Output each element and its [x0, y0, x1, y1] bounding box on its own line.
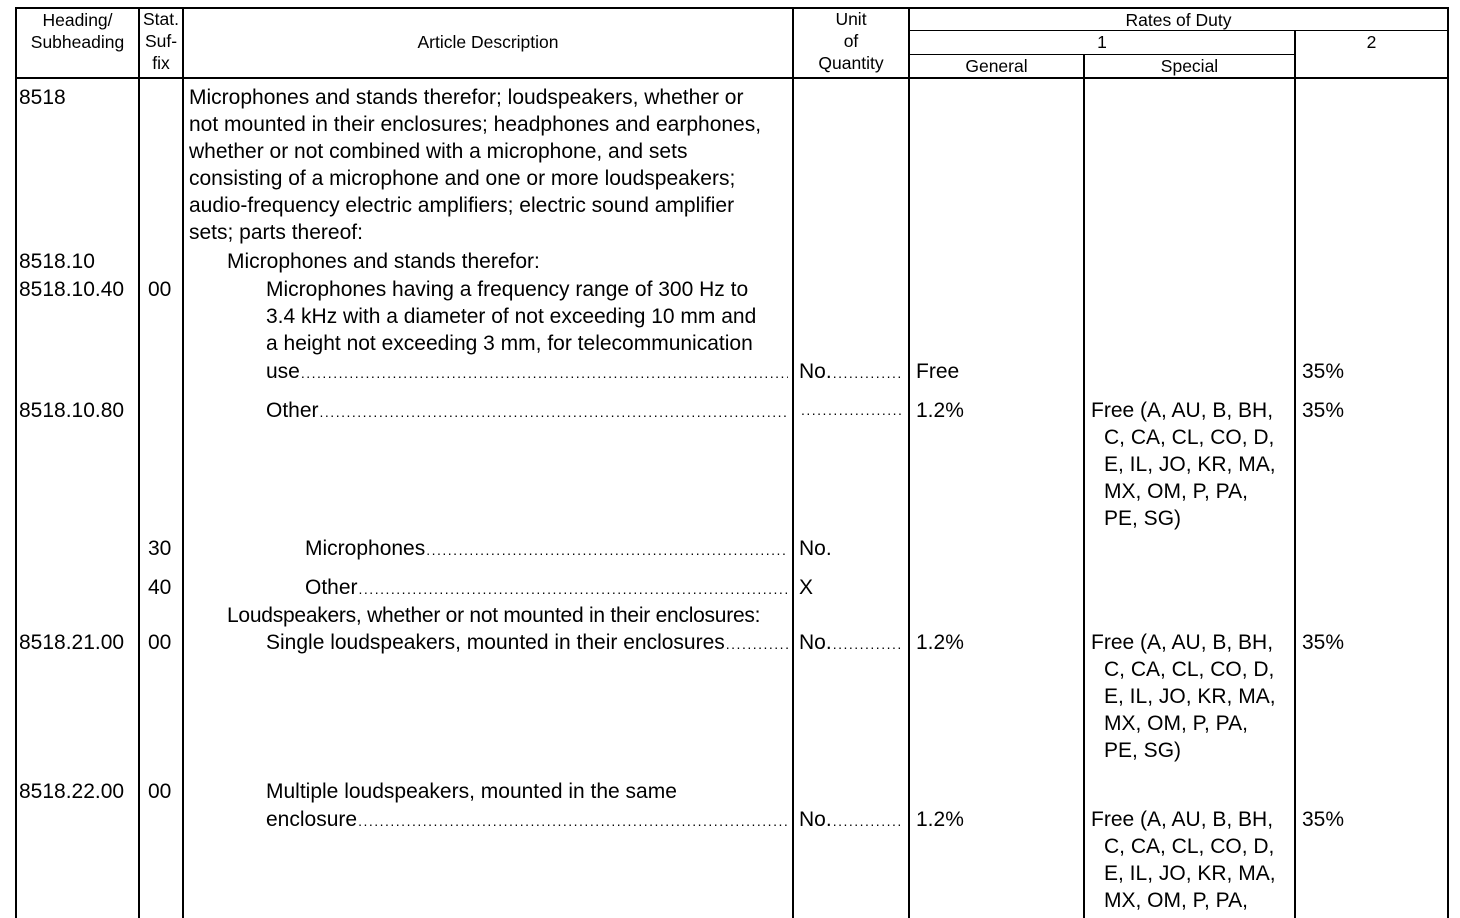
col-border-special	[1294, 30, 1296, 918]
unit-of-quantity: X	[799, 576, 814, 599]
unit-of-quantity: No.	[799, 631, 832, 654]
desc-line: not mounted in their enclosures; headphones and earphones,	[189, 113, 762, 136]
unit-leader-line	[799, 629, 903, 658]
general-rate: 1.2%	[916, 399, 964, 422]
special-line: PE, SG)	[1104, 739, 1182, 762]
desc-line: consisting of a microphone and one or more loudspeakers;	[189, 167, 736, 190]
dot-leader	[833, 631, 903, 658]
stat-suffix-header	[140, 8, 182, 74]
heading-header	[17, 9, 138, 53]
col-border-general	[1083, 54, 1085, 918]
general-header: General	[965, 56, 1028, 76]
article-description-header: Article Description	[417, 32, 559, 52]
heading-header-line1: Heading/	[42, 10, 113, 30]
special-line: MX, OM, P, PA,	[1104, 712, 1248, 735]
dot-leader	[358, 808, 788, 835]
heading-number: 8518	[19, 86, 66, 109]
heading-number: 8518.22.00	[19, 780, 125, 803]
special-line: E, IL, JO, KR, MA,	[1104, 862, 1276, 885]
article-description: Microphones and stands therefor:	[227, 250, 540, 273]
special-line: C, CA, CL, CO, D,	[1104, 426, 1275, 449]
article-description: Other	[266, 399, 319, 422]
article-description: Microphones	[305, 537, 426, 560]
heading-number: 8518.10.40	[19, 278, 125, 301]
desc-line: whether or not combined with a microphone, and sets	[189, 140, 688, 163]
heading-number: 8518.10.80	[19, 399, 125, 422]
dot-leader	[726, 631, 788, 658]
col-border-right	[1447, 8, 1449, 918]
rates-of-duty-header: Rates of Duty	[1125, 10, 1232, 30]
desc-line: audio-frequency electric amplifiers; electric sound amplifier	[189, 194, 735, 217]
special-line: Free (A, AU, B, BH,	[1091, 808, 1274, 831]
article-description: Single loudspeakers, mounted in their enclosures	[266, 631, 725, 654]
article-description: Multiple loudspeakers, mounted in the same	[266, 780, 677, 803]
desc-leader-line	[266, 806, 788, 835]
desc-leader-line	[305, 535, 788, 564]
special-line: MX, OM, P, PA,	[1104, 480, 1248, 503]
desc-line: Microphones and stands therefor; loudspeakers, whether or	[189, 86, 744, 109]
col-border-article	[792, 8, 794, 918]
column2-rate: 35%	[1302, 631, 1345, 654]
dot-leader	[320, 399, 788, 426]
heading-number: 8518.21.00	[19, 631, 125, 654]
special-line: E, IL, JO, KR, MA,	[1104, 453, 1276, 476]
column2-rate: 35%	[1302, 360, 1345, 383]
special-rate	[1091, 806, 1276, 914]
desc-line: a height not exceeding 3 mm, for telecommunication	[266, 332, 753, 355]
special-line: MX, OM, P, PA,	[1104, 889, 1248, 912]
unit-of-quantity: No.	[799, 360, 832, 383]
stat-suffix: 00	[148, 278, 172, 301]
article-description	[189, 84, 761, 246]
dot-leader	[833, 808, 903, 835]
column2-rate: 35%	[1302, 399, 1345, 422]
special-line: Free (A, AU, B, BH,	[1091, 631, 1274, 654]
col1-header: 1	[1097, 32, 1107, 52]
desc-line: 3.4 kHz with a diameter of not exceeding 10 mm and	[266, 305, 757, 328]
special-rate	[1091, 397, 1276, 532]
desc-line: Microphones having a frequency range of 300 Hz to	[266, 278, 749, 301]
desc-line: sets; parts thereof:	[189, 221, 363, 244]
desc-line: use	[266, 360, 300, 383]
desc-leader-line	[266, 629, 788, 658]
stat-header-line1: Stat.	[143, 9, 179, 29]
col-border-heading	[138, 8, 140, 918]
special-line: PE, SG)	[1104, 507, 1182, 530]
dot-leader	[833, 360, 903, 387]
dot-leader	[301, 360, 788, 387]
article-description	[266, 276, 756, 357]
col2-header: 2	[1366, 32, 1377, 52]
unit-header-line3: Quantity	[818, 53, 884, 73]
stat-suffix: 40	[148, 576, 172, 599]
desc-leader-line	[305, 574, 788, 603]
unit-leader-line	[799, 806, 903, 835]
stat-header-line3: fix	[152, 53, 170, 73]
stat-suffix: 00	[148, 780, 172, 803]
special-rate	[1091, 629, 1276, 764]
dot-leader	[359, 576, 788, 603]
stat-suffix: 30	[148, 537, 172, 560]
unit-header-line1: Unit	[835, 9, 867, 29]
special-line: E, IL, JO, KR, MA,	[1104, 685, 1276, 708]
unit-header-line2: of	[843, 31, 859, 51]
general-rate: 1.2%	[916, 808, 964, 831]
unit-leader-line	[801, 397, 903, 424]
unit-of-quantity: No.	[799, 537, 832, 560]
dot-leader	[801, 397, 903, 424]
general-rate: Free	[916, 360, 960, 383]
header-bottom-border	[15, 77, 1449, 79]
col-border-unit	[908, 8, 910, 918]
stat-suffix: 00	[148, 631, 172, 654]
heading-number: 8518.10	[19, 250, 95, 273]
general-rate: 1.2%	[916, 631, 964, 654]
unit-of-quantity: No.	[799, 808, 832, 831]
special-line: C, CA, CL, CO, D,	[1104, 658, 1275, 681]
heading-header-line2: Subheading	[30, 32, 125, 52]
desc-leader-line	[266, 358, 788, 387]
unit-of-quantity-header	[794, 8, 908, 74]
unit-leader-line	[799, 358, 903, 387]
special-line: C, CA, CL, CO, D,	[1104, 835, 1275, 858]
stat-header-line2: Suf-	[144, 31, 178, 51]
column2-rate: 35%	[1302, 808, 1345, 831]
special-header: Special	[1160, 56, 1219, 76]
col-border-suffix	[182, 8, 184, 918]
article-description: Loudspeakers, whether or not mounted in their enclosures:	[227, 604, 761, 627]
desc-leader-line	[266, 397, 788, 426]
special-line: Free (A, AU, B, BH,	[1091, 399, 1274, 422]
dot-leader	[426, 537, 788, 564]
desc-line: enclosure	[266, 808, 358, 831]
col-border-left	[15, 8, 17, 918]
article-description: Other	[305, 576, 358, 599]
